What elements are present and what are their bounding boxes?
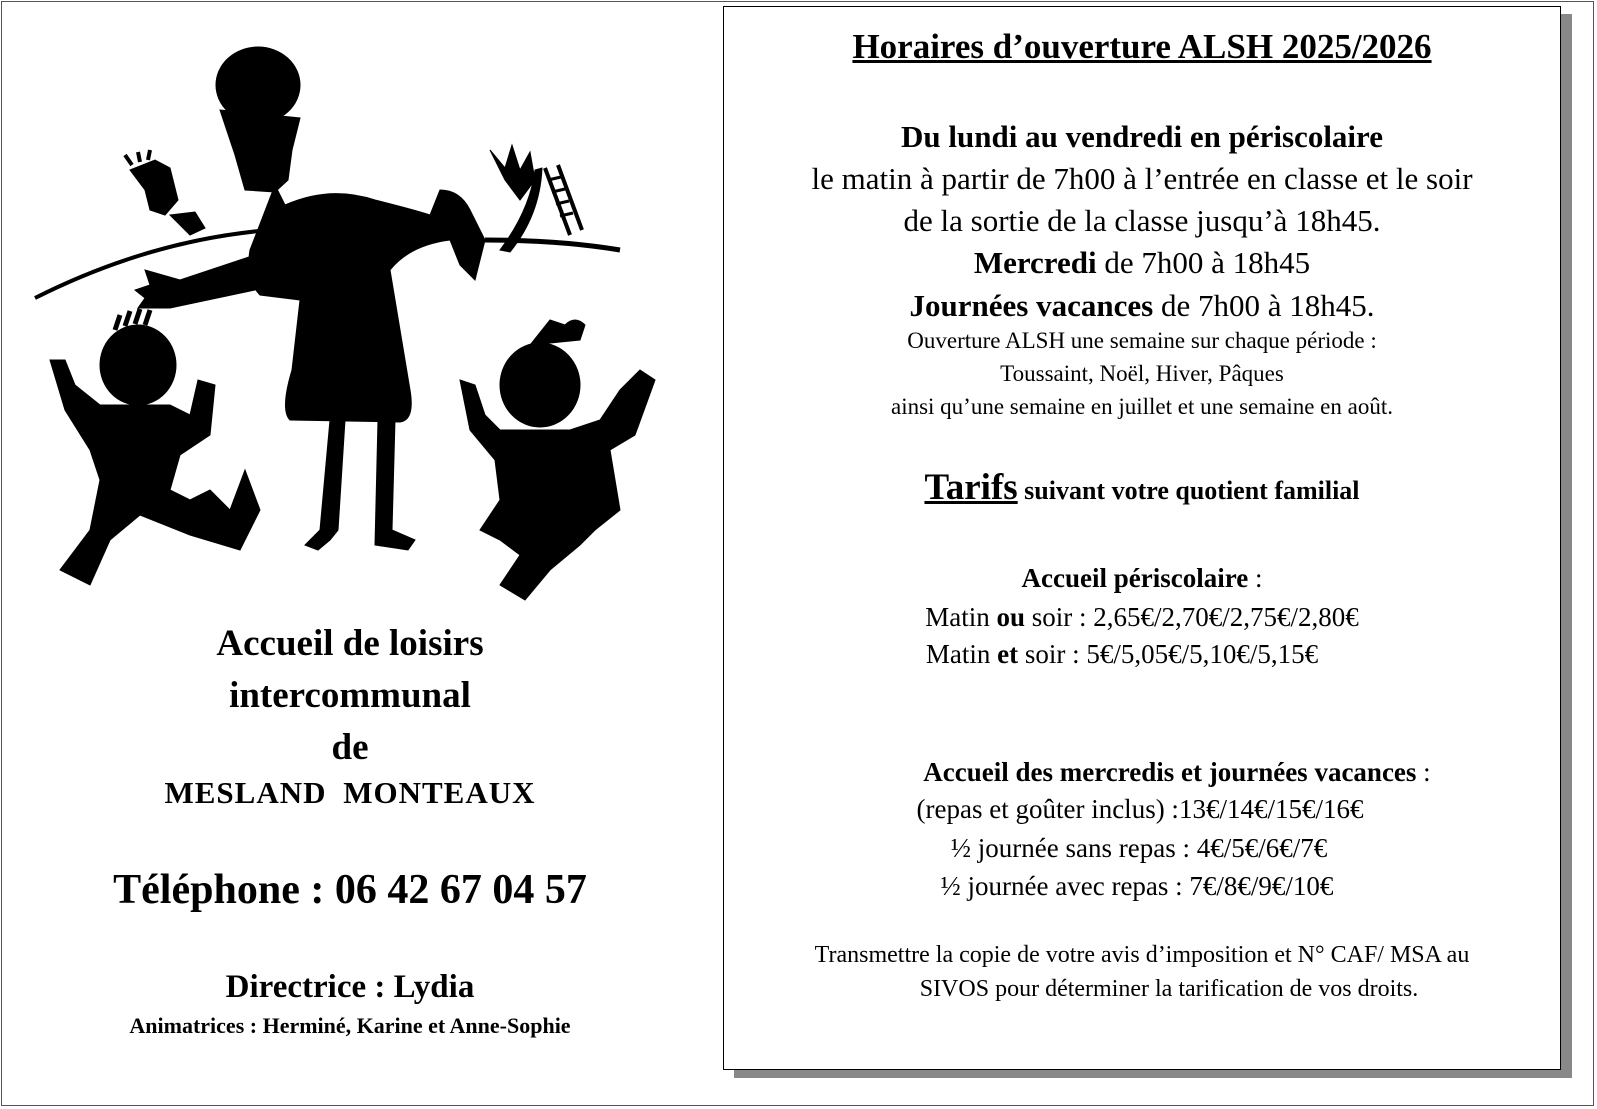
matin-et-post: soir : 5€/5,05€/5,10€/5,15€: [1018, 639, 1319, 669]
periscolaire-heading: Du lundi au vendredi en périscolaire: [901, 119, 1383, 154]
mercredi-hours: de 7h00 à 18h45: [1096, 245, 1311, 280]
schedule-title: Horaires d’ouverture ALSH 2025/2026: [852, 27, 1432, 66]
mercredi-tarif-line-3: ½ journée avec repas : 7€/8€/9€/10€: [940, 871, 1334, 901]
tarifs-word: Tarifs: [924, 467, 1018, 508]
footer-line-1: Transmettre la copie de votre avis d’imposition et N° CAF/ MSA au: [814, 942, 1470, 968]
opening-line-3: ainsi qu’une semaine en juillet et une semaine en août.: [890, 394, 1393, 419]
mercredi-tarif-colon: :: [1416, 757, 1431, 787]
staff-names: Animatrices : Herminé, Karine et Anne-Sophie: [129, 1013, 571, 1038]
phone-number: Téléphone : 06 42 67 04 57: [113, 867, 587, 913]
tarifs-heading: [724, 469, 1560, 506]
matin-ou-post: soir : 2,65€/2,70€/2,75€/2,80€: [1025, 602, 1359, 632]
mercredi-tarif-heading: Accueil des mercredis et journées vacances: [923, 757, 1417, 787]
matin-ou-pre: Matin: [925, 602, 997, 632]
family-silhouette-illustration: [30, 40, 670, 610]
periscolaire-line-2: de la sortie de la classe jusqu’à 18h45.: [903, 203, 1381, 238]
matin-et-pre: Matin: [925, 639, 998, 669]
schedule-box: [723, 6, 1561, 1070]
matin-et-bold: et: [997, 639, 1019, 669]
org-name-line-2: intercommunal: [229, 675, 471, 716]
vacances-label: Journées vacances: [909, 288, 1154, 323]
matin-ou-bold: ou: [996, 602, 1025, 632]
footer-line-2: SIVOS pour déterminer la tarification de vos droits.: [919, 976, 1419, 1002]
org-name-line-1: Accueil de loisirs: [216, 623, 484, 664]
peri-tarif-heading: Accueil périscolaire: [1021, 563, 1249, 593]
vacances-hours: de 7h00 à 18h45.: [1153, 288, 1375, 323]
mercredi-label: Mercredi: [973, 245, 1097, 280]
opening-line-2: Toussaint, Noël, Hiver, Pâques: [1000, 361, 1284, 386]
mercredi-tarif-line-2: ½ journée sans repas : 4€/5€/6€/7€: [950, 833, 1328, 863]
org-location: MESLAND MONTEAUX: [164, 775, 536, 810]
director-name: Directrice : Lydia: [225, 969, 475, 1005]
mercredi-tarif-heading-line: [759, 759, 1595, 786]
tarifs-subtitle: suivant votre quotient familial: [1017, 476, 1360, 505]
peri-tarif-colon: :: [1248, 563, 1263, 593]
vacances-hours-line: [724, 290, 1560, 321]
org-name-line-3: de: [331, 727, 369, 768]
matin-et-soir-tarif: [704, 641, 1540, 668]
matin-ou-soir-tarif: [724, 604, 1560, 631]
mercredi-hours-line: [724, 247, 1560, 278]
periscolaire-line-1: le matin à partir de 7h00 à l’entrée en classe et le soir: [811, 161, 1473, 196]
peri-tarif-heading-line: [724, 565, 1560, 592]
mercredi-tarif-line-1: (repas et goûter inclus) :13€/14€/15€/16€: [916, 794, 1364, 824]
opening-line-1: Ouverture ALSH une semaine sur chaque période :: [907, 328, 1377, 353]
